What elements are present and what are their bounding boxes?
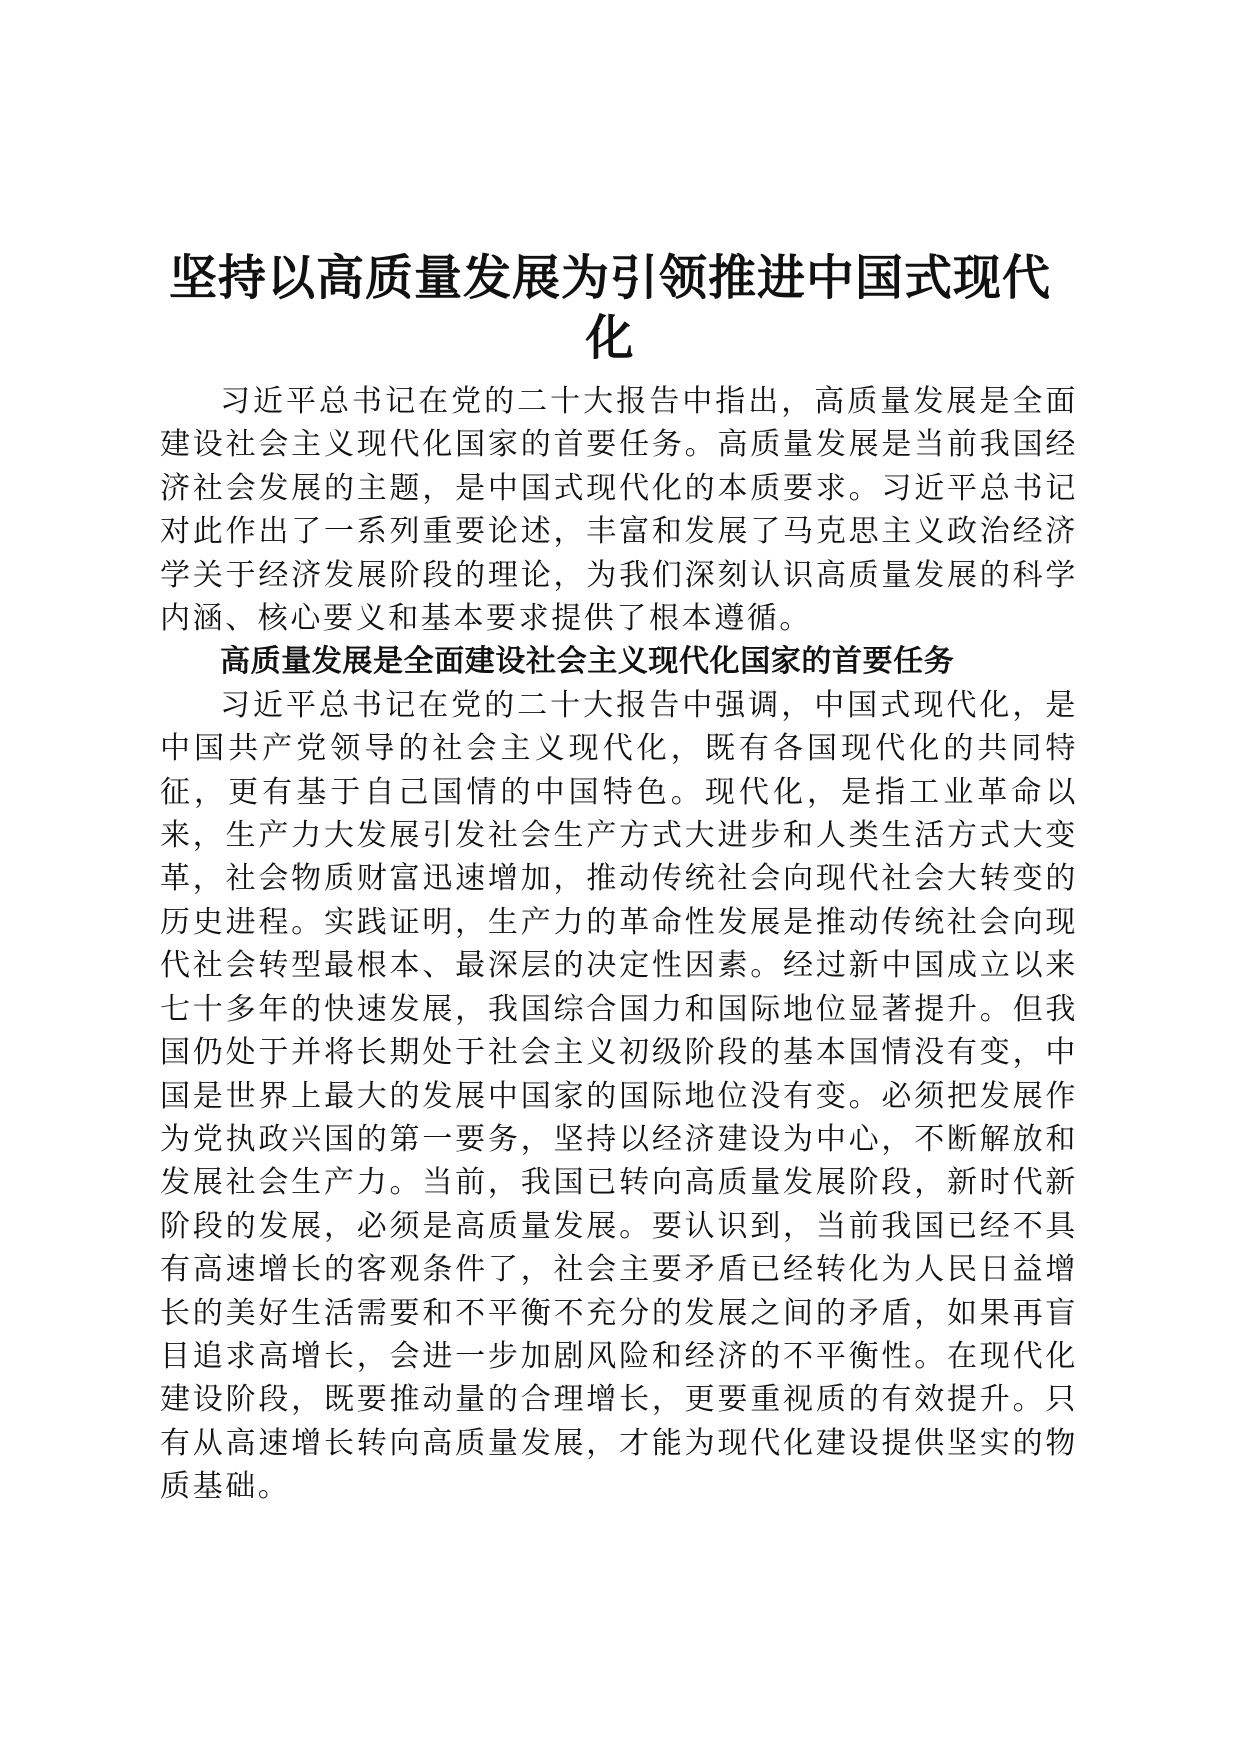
page-title: 坚持以高质量发展为引领推进中国式现代化 <box>168 250 1051 366</box>
document-body <box>160 380 1078 1509</box>
section-paragraph: 习近平总书记在党的二十大报告中强调，中国式现代化，是中国共产党领导的社会主义现代化，既有各国现代化的共同特征，更有基于自己国情的中国特色。现代化，是指工业革命以来，生产力大发展引发社会生产方式大进步和人类生活方式大变革，社会物质财富迅速增加，推动传统社会向现代社会大转变的历史进程。实践证明，生产力的革命性发展是推动传统社会向现代社会转型最根本、最深层的决定性因素。经过新中国成立以来七十多年的快速发展，我国综合国力和国际地位显著提升。但我国仍处于并将长期处于社会主义初级阶段的基本国情没有变，中国是世界上最大的发展中国家的国际地位没有变。必须把发展作为党执政兴国的第一要务，坚持以经济建设为中心，不断解放和发展社会生产力。当前，我国已转向高质量发展阶段，新时代新阶段的发展，必须是高质量发展。要认识到，当前我国已经不具有高速增长的客观条件了，社会主要矛盾已经转化为人民日益增长的美好生活需要和不平衡不充分的发展之间的矛盾，如果再盲目追求高增长，会进一步加剧风险和经济的不平衡性。在现代化建设阶段，既要推动量的合理增长，更要重视质的有效提升。只有从高速增长转向高质量发展，才能为现代化建设提供坚实的物质基础。 <box>160 687 1078 1505</box>
intro-paragraph: 习近平总书记在党的二十大报告中指出，高质量发展是全面建设社会主义现代化国家的首要任务。高质量发展是当前我国经济社会发展的主题，是中国式现代化的本质要求。习近平总书记对此作出了一系列重要论述，丰富和发展了马克思主义政治经济学关于经济发展阶段的理论，为我们深刻认识高质量发展的科学内涵、核心要义和基本要求提供了根本遵循。 <box>160 384 1078 637</box>
section-heading: 高质量发展是全面建设社会主义现代化国家的首要任务 <box>220 644 955 680</box>
